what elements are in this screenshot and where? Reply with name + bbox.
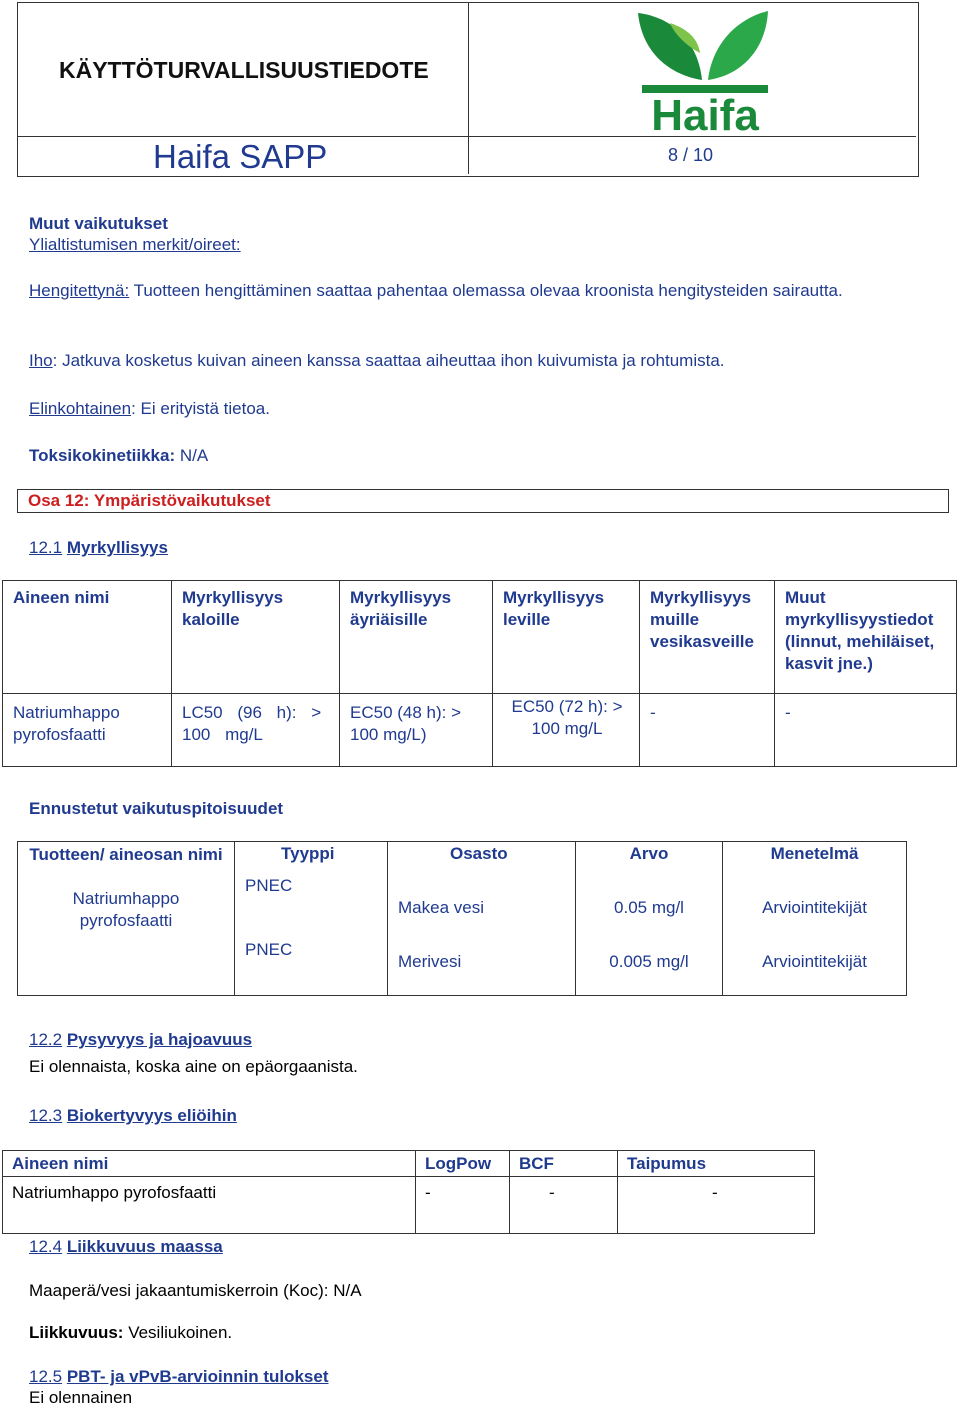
table-header-cell: Tyyppi — [281, 844, 335, 863]
header-divider — [468, 3, 469, 174]
table-header-cell: Muut myrkyllisyystiedot (linnut, mehiläiset, kasvit jne.) — [785, 588, 935, 673]
table-header-cell: LogPow — [425, 1154, 492, 1173]
table-header-cell: Myrkyllisyys kaloille — [182, 588, 284, 629]
skin-paragraph — [29, 351, 725, 371]
organ-text: : Ei erityistä tietoa. — [131, 399, 270, 418]
persistence-text: Ei olennaista, koska aine on epäorgaanista. — [29, 1057, 358, 1076]
organ-paragraph — [29, 399, 270, 419]
toxicokinetics-value: N/A — [175, 446, 209, 465]
subsection-title: Myrkyllisyys — [66, 538, 168, 557]
pnec-compartment: Makea vesi — [398, 898, 484, 917]
table-header-row — [3, 1151, 815, 1177]
pnec-method: Arviointitekijät — [762, 898, 867, 917]
toxicity-table — [2, 580, 957, 767]
svg-text:Haifa: Haifa — [651, 91, 759, 135]
toxicokinetics-paragraph — [29, 446, 208, 466]
koc-text: Maaperä/vesi jakaantumiskerroin (Koc): N/A — [29, 1281, 362, 1300]
subsection-number: 12.5 — [29, 1367, 63, 1386]
table-cell — [576, 842, 723, 996]
product-name: Haifa SAPP — [153, 138, 328, 175]
table-row — [18, 842, 907, 996]
subsection-title: Biokertyvyys eliöihin — [66, 1106, 237, 1125]
table-header-cell: Myrkyllisyys äyriäisille — [350, 588, 452, 629]
table-header-cell: BCF — [519, 1154, 554, 1173]
skin-label: Iho — [29, 351, 53, 370]
symptoms-subheading: Ylialtistumisen merkit/oireet: — [29, 235, 241, 254]
pbt-text: Ei olennainen — [29, 1388, 133, 1407]
pnec-type: PNEC — [245, 940, 293, 959]
table-header-cell: Myrkyllisyys muille vesikasveille — [650, 588, 754, 651]
table-cell — [235, 842, 388, 996]
table-header-cell: Aineen nimi — [12, 1154, 109, 1173]
subsection-title: PBT- ja vPvB-arvioinnin tulokset — [66, 1367, 329, 1386]
mobility-paragraph — [29, 1323, 232, 1343]
table-cell: LC50 (96 h): > 100 mg/L — [182, 703, 322, 744]
toxicokinetics-label: Toksikokinetiikka: — [29, 446, 176, 465]
subsection-number: 12.2 — [29, 1030, 63, 1049]
mobility-value: Vesiliukoinen. — [123, 1323, 233, 1342]
table-cell: - — [712, 1183, 718, 1202]
subsection-12-2-heading — [29, 1030, 252, 1050]
table-header-row — [3, 581, 957, 694]
table-header-cell: Arvo — [629, 844, 669, 863]
subsection-12-3-heading — [29, 1106, 237, 1126]
subsection-title: Pysyvyys ja hajoavuus — [66, 1030, 253, 1049]
substance-name: Natriumhappo pyrofosfaatti — [72, 889, 180, 930]
pnec-value: 0.005 mg/l — [609, 952, 689, 971]
haifa-logo — [630, 5, 780, 135]
table-cell — [388, 842, 576, 996]
table-cell: - — [425, 1183, 431, 1202]
table-cell: - — [785, 703, 791, 722]
table-header-cell: Taipumus — [627, 1154, 707, 1173]
table-cell — [18, 842, 235, 996]
mobility-label: Liikkuvuus: — [29, 1323, 124, 1342]
table-cell — [723, 842, 907, 996]
table-row — [3, 1177, 815, 1234]
table-cell: - — [650, 703, 656, 722]
subsection-12-4-heading — [29, 1237, 223, 1257]
subsection-number: 12.4 — [29, 1237, 63, 1256]
table-cell: - — [549, 1183, 555, 1202]
table-header-cell: Osasto — [450, 844, 508, 863]
pnec-table — [17, 841, 907, 996]
page-number: 8 / 10 — [668, 145, 714, 165]
table-row — [3, 694, 957, 767]
subsection-number: 12.1 — [29, 538, 63, 557]
bioaccumulation-table — [2, 1150, 815, 1234]
table-cell: EC50 (72 h): > 100 mg/L — [511, 697, 623, 738]
skin-text: : Jatkuva kosketus kuivan aineen kanssa saattaa aiheuttaa ihon kuivumista ja rohtumista. — [52, 351, 725, 370]
pnec-heading: Ennustetut vaikutuspitoisuudet — [29, 799, 284, 818]
table-cell: Natriumhappo pyrofosfaatti — [12, 1183, 217, 1202]
organ-label: Elinkohtainen — [29, 399, 132, 418]
table-header-cell: Myrkyllisyys leville — [503, 588, 605, 629]
pnec-type: PNEC — [245, 876, 293, 895]
table-cell: Natriumhappo pyrofosfaatti — [13, 703, 120, 744]
inhalation-paragraph — [29, 280, 909, 302]
subsection-title: Liikkuvuus maassa — [66, 1237, 223, 1256]
document-title: KÄYTTÖTURVALLISUUSTIEDOTE — [59, 57, 429, 83]
table-header-cell: Tuotteen/ aineosan nimi — [29, 845, 223, 864]
document-header — [17, 2, 919, 177]
inhalation-text: Tuotteen hengittäminen saattaa pahentaa olemassa olevaa kroonista hengitysteiden sairautta. — [129, 281, 843, 300]
section-12-box — [17, 489, 949, 513]
subsection-number: 12.3 — [29, 1106, 63, 1125]
table-header-cell: Menetelmä — [770, 844, 859, 863]
pnec-compartment: Merivesi — [398, 952, 462, 971]
inhalation-label: Hengitettynä: — [29, 281, 130, 300]
pnec-value: 0.05 mg/l — [614, 898, 684, 917]
table-header-cell: Aineen nimi — [13, 588, 110, 607]
section-12-title: Osa 12: Ympäristövaikutukset — [28, 491, 271, 510]
subsection-12-5-heading — [29, 1367, 329, 1387]
subsection-12-1-heading — [29, 538, 168, 558]
other-effects-heading: Muut vaikutukset — [29, 214, 168, 233]
pnec-method: Arviointitekijät — [762, 952, 867, 971]
table-cell: EC50 (48 h): > 100 mg/L) — [350, 703, 462, 744]
